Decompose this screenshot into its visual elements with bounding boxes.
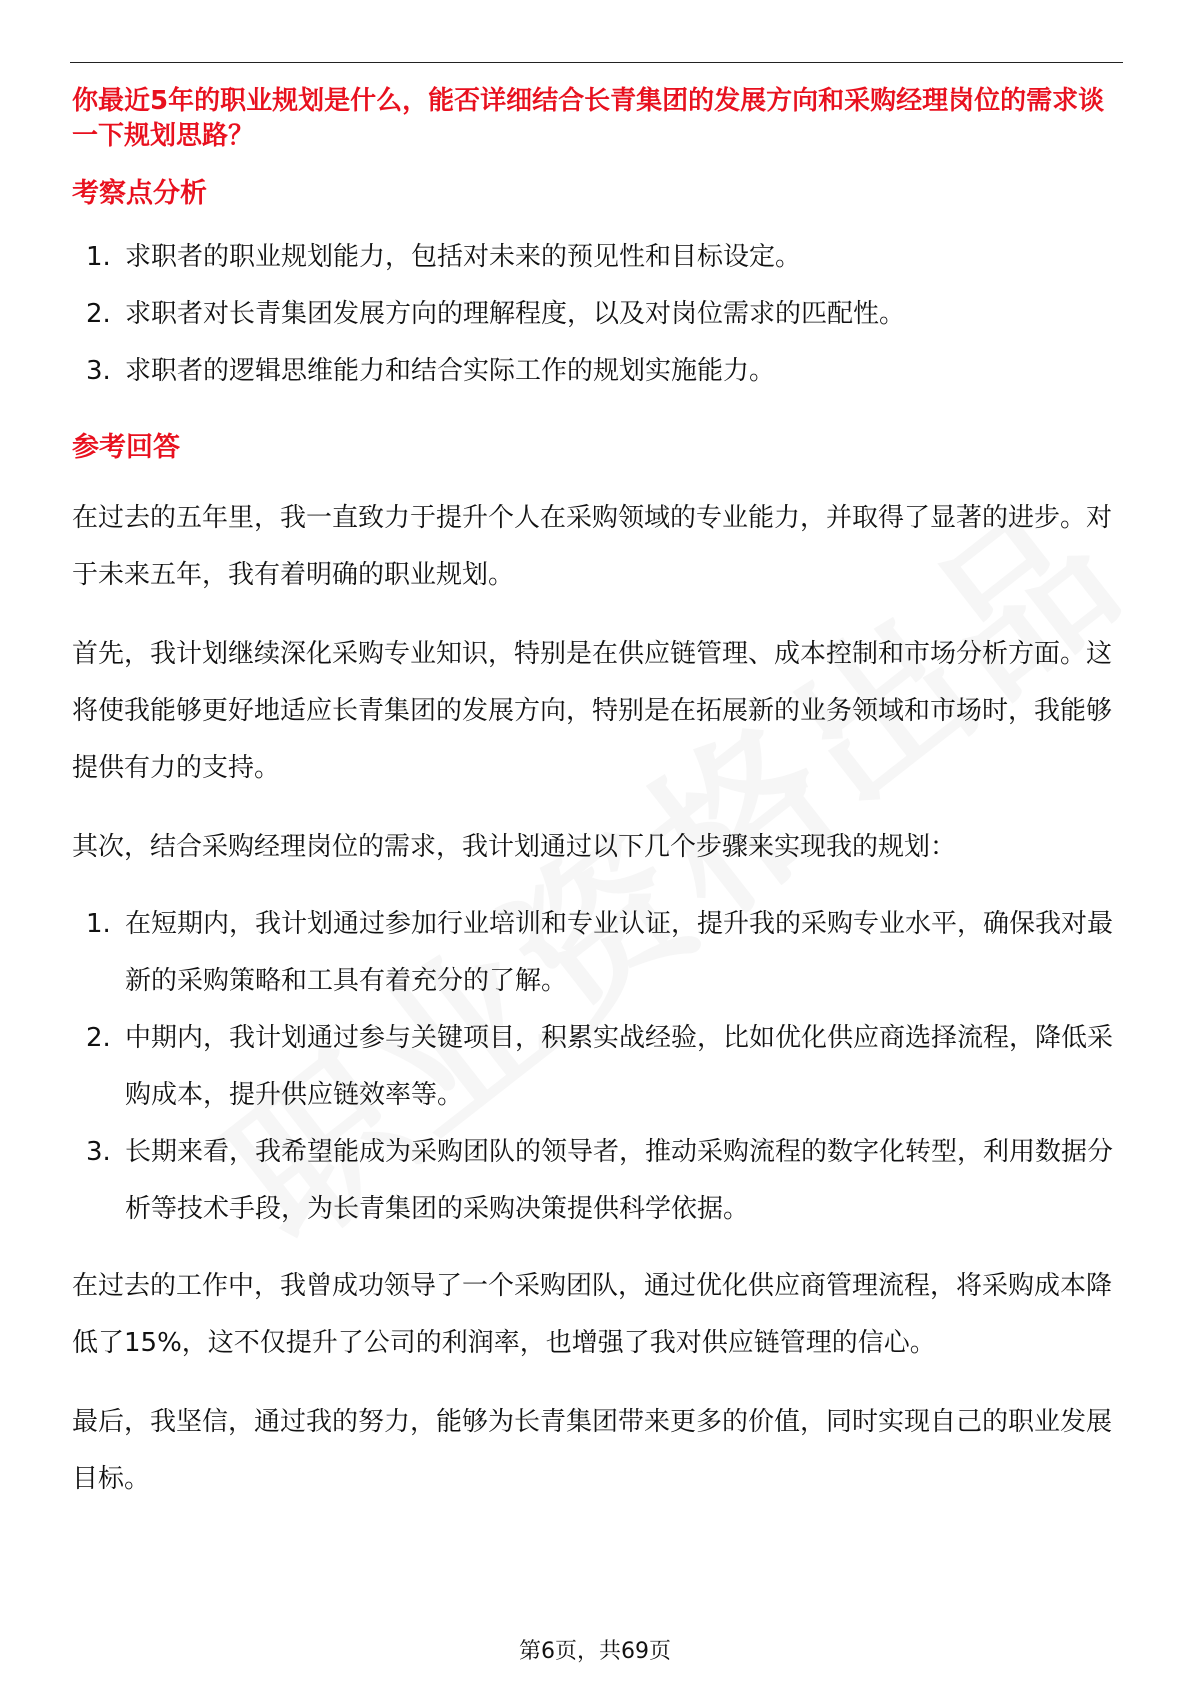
list-text: 在短期内，我计划通过参加行业培训和专业认证，提升我的采购专业水平，确保我对最新的采购策略和工具有着充分的了解。	[125, 909, 1114, 996]
list-item	[72, 896, 1122, 1010]
list-item	[72, 229, 1122, 286]
answer-paragraph: 在过去的工作中，我曾成功领导了一个采购团队，通过优化供应商管理流程，将采购成本降低了15%，这不仅提升了公司的利润率，也增强了我对供应链管理的信心。	[72, 1271, 1113, 1358]
list-text: 求职者对长青集团发展方向的理解程度，以及对岗位需求的匹配性。	[125, 299, 906, 329]
list-item	[72, 1124, 1122, 1238]
list-number: 1.	[86, 909, 111, 939]
answer-paragraph: 其次，结合采购经理岗位的需求，我计划通过以下几个步骤来实现我的规划：	[72, 832, 957, 862]
list-item	[72, 286, 1122, 343]
answer-paragraph: 首先，我计划继续深化采购专业知识，特别是在供应链管理、成本控制和市场分析方面。这将使我能够更好地适应长青集团的发展方向，特别是在拓展新的业务领域和市场时，我能够提供有力的支持。	[72, 639, 1113, 783]
list-text: 求职者的职业规划能力，包括对未来的预见性和目标设定。	[125, 242, 802, 272]
analysis-list	[72, 229, 1122, 400]
top-divider	[70, 62, 1123, 63]
list-number: 3.	[86, 1137, 111, 1167]
answer-heading: 参考回答	[72, 432, 180, 463]
steps-list	[72, 896, 1122, 1238]
answer-paragraph: 最后，我坚信，通过我的努力，能够为长青集团带来更多的价值，同时实现自己的职业发展目标。	[72, 1407, 1113, 1494]
list-text: 求职者的逻辑思维能力和结合实际工作的规划实施能力。	[125, 356, 776, 386]
analysis-heading: 考察点分析	[72, 178, 207, 209]
list-item	[72, 343, 1122, 400]
page-number: 第6页，共69页	[519, 1639, 671, 1664]
list-number: 1.	[86, 242, 111, 272]
list-number: 2.	[86, 1023, 111, 1053]
list-number: 3.	[86, 356, 111, 386]
list-text: 中期内，我计划通过参与关键项目，积累实战经验，比如优化供应商选择流程，降低采购成本，提升供应链效率等。	[125, 1023, 1114, 1110]
page-content	[72, 84, 1122, 1508]
question-title: 你最近5年的职业规划是什么，能否详细结合长青集团的发展方向和采购经理岗位的需求谈一下规划思路？	[72, 86, 1105, 151]
list-text: 长期来看，我希望能成为采购团队的领导者，推动采购流程的数字化转型，利用数据分析等技术手段，为长青集团的采购决策提供科学依据。	[125, 1137, 1114, 1224]
answer-paragraph: 在过去的五年里，我一直致力于提升个人在采购领域的专业能力，并取得了显著的进步。对于未来五年，我有着明确的职业规划。	[72, 503, 1113, 590]
list-item	[72, 1010, 1122, 1124]
list-number: 2.	[86, 299, 111, 329]
